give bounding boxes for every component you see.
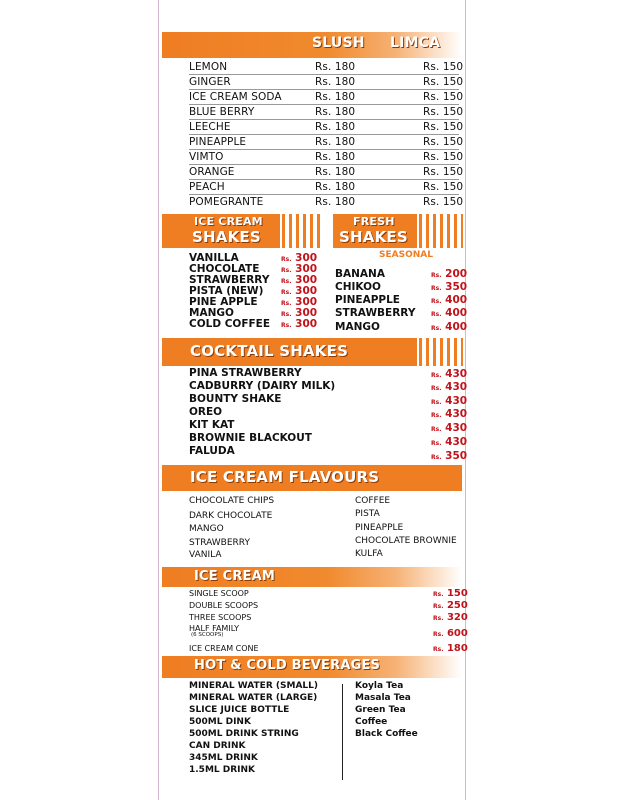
beverage-item: 1.5ML DRINK <box>189 765 256 775</box>
item-price: Rs. 350 <box>431 450 468 462</box>
list-item: CADBURRY (DAIRY MILK) <box>189 380 336 392</box>
table-row: GINGER Rs. 180 Rs. 150 <box>189 76 464 88</box>
table-row: LEECHE Rs. 180 Rs. 150 <box>189 121 464 133</box>
item-price: Rs. 300 <box>281 307 318 319</box>
table-row: LEMON Rs. 180 Rs. 150 <box>189 61 464 73</box>
list-item: DOUBLE SCOOPS <box>189 601 259 610</box>
ice-cream-shakes-title-line2: SHAKES <box>192 228 261 246</box>
flavour-item: CHOCOLATE BROWNIE <box>355 536 457 546</box>
item-price: Rs. 250 <box>433 600 468 611</box>
item-price: Rs. 300 <box>281 274 318 286</box>
table-row: BLUE BERRY Rs. 180 Rs. 150 <box>189 106 464 118</box>
decorative-stripes <box>419 338 463 366</box>
item-price: Rs. 430 <box>431 436 468 448</box>
fresh-shakes-header <box>333 214 417 248</box>
beverage-item: Green Tea <box>355 705 406 715</box>
ice-cream-header <box>162 567 462 587</box>
table-row: PEACH Rs. 180 Rs. 150 <box>189 181 464 193</box>
flavour-item: DARK CHOCOLATE <box>189 511 273 521</box>
decorative-stripes <box>419 214 463 248</box>
item-price: Rs. 300 <box>281 285 318 297</box>
list-item: THREE SCOOPS <box>189 613 252 622</box>
menu-page <box>158 0 466 800</box>
item-price: Rs. 600 <box>433 628 468 639</box>
beverage-item: Koyla Tea <box>355 681 404 691</box>
item-price: Rs. 400 <box>431 294 468 306</box>
list-item: MANGO <box>335 321 380 333</box>
item-price: Rs. 320 <box>433 612 468 623</box>
list-item: CHIKOO <box>335 281 381 293</box>
item-price: Rs. 180 <box>433 643 468 654</box>
item-price: Rs. 300 <box>281 296 318 308</box>
list-item: KIT KAT <box>189 419 235 431</box>
item-price: Rs. 430 <box>431 395 468 407</box>
item-price: Rs. 430 <box>431 381 468 393</box>
item-price: Rs. 300 <box>281 318 318 330</box>
item-price: Rs. 430 <box>431 408 468 420</box>
list-item: ICE CREAM CONE <box>189 644 259 653</box>
item-price: Rs. 400 <box>431 307 468 319</box>
flavour-item: KULFA <box>355 549 383 559</box>
fresh-shakes-title-line2: SHAKES <box>339 228 408 246</box>
beverages-header <box>162 656 462 678</box>
item-price: Rs. 150 <box>433 588 468 599</box>
limca-column-title: LIMCA <box>390 35 441 51</box>
list-item: PINA STRAWBERRY <box>189 367 302 379</box>
item-price: Rs. 400 <box>431 321 468 333</box>
list-item: PINE APPLE <box>189 296 258 308</box>
list-item: STRAWBERRY <box>189 274 270 286</box>
cocktail-shakes-title: COCKTAIL SHAKES <box>190 342 349 360</box>
beverages-divider <box>342 684 343 780</box>
ice-cream-shakes-title-line1: ICE CREAM <box>194 215 263 228</box>
beverage-item: 345ML DRINK <box>189 753 258 763</box>
item-price: Rs. 200 <box>431 268 468 280</box>
half-family-note: (6 SCOOPS) <box>191 632 224 638</box>
beverages-title: HOT & COLD BEVERAGES <box>194 658 381 673</box>
item-price: Rs. 350 <box>431 281 468 293</box>
list-item: COLD COFFEE <box>189 318 271 330</box>
table-row: VIMTO Rs. 180 Rs. 150 <box>189 151 464 163</box>
list-item: BANANA <box>335 268 385 280</box>
list-item: STRAWBERRY <box>335 307 416 319</box>
flavour-item: VANILA <box>189 550 222 560</box>
beverage-item: Black Coffee <box>355 729 418 739</box>
list-item: MANGO <box>189 307 234 319</box>
ice-cream-flavours-header <box>162 465 462 491</box>
beverage-item: CAN DRINK <box>189 741 246 751</box>
beverage-item: Masala Tea <box>355 693 411 703</box>
list-item: CHOCOLATE <box>189 263 260 275</box>
ice-cream-title: ICE CREAM <box>194 569 276 584</box>
beverage-item: MINERAL WATER (SMALL) <box>189 681 318 691</box>
table-row: PINEAPPLE Rs. 180 Rs. 150 <box>189 136 464 148</box>
beverage-item: 500ML DINK <box>189 717 251 727</box>
flavour-item: MANGO <box>189 524 224 534</box>
cocktail-shakes-header <box>162 338 417 366</box>
list-item: PISTA (NEW) <box>189 285 264 297</box>
table-row: ICE CREAM SODA Rs. 180 Rs. 150 <box>189 91 464 103</box>
slush-column-title: SLUSH <box>312 35 365 51</box>
beverage-item: MINERAL WATER (LARGE) <box>189 693 318 703</box>
ice-cream-shakes-header <box>162 214 280 248</box>
beverage-item: SLICE JUICE BOTTLE <box>189 705 290 715</box>
beverage-item: Coffee <box>355 717 388 727</box>
list-item: HALF FAMILY <box>189 624 239 633</box>
list-item: SINGLE SCOOP <box>189 589 249 598</box>
item-price: Rs. 430 <box>431 368 468 380</box>
list-item: PINEAPPLE <box>335 294 400 306</box>
item-price: Rs. 300 <box>281 252 318 264</box>
slush-limca-header <box>162 32 462 58</box>
seasonal-label: SEASONAL <box>379 250 433 260</box>
list-item: BROWNIE BLACKOUT <box>189 432 312 444</box>
list-item: BOUNTY SHAKE <box>189 393 282 405</box>
flavour-item: COFFEE <box>355 496 391 506</box>
flavour-item: PINEAPPLE <box>355 523 404 533</box>
list-item: OREO <box>189 406 223 418</box>
flavour-item: PISTA <box>355 509 380 519</box>
item-price: Rs. 430 <box>431 422 468 434</box>
table-row: POMEGRANTE Rs. 180 Rs. 150 <box>189 196 464 208</box>
item-price: Rs. 300 <box>281 263 318 275</box>
fresh-shakes-title-line1: FRESH <box>353 215 395 228</box>
flavour-item: STRAWBERRY <box>189 538 250 548</box>
list-item: VANILLA <box>189 252 239 264</box>
flavour-item: CHOCOLATE CHIPS <box>189 496 275 506</box>
beverage-item: 500ML DRINK STRING <box>189 729 299 739</box>
table-row: ORANGE Rs. 180 Rs. 150 <box>189 166 464 178</box>
ice-cream-flavours-title: ICE CREAM FLAVOURS <box>190 468 380 486</box>
list-item: FALUDA <box>189 445 235 457</box>
decorative-stripes <box>282 214 322 248</box>
